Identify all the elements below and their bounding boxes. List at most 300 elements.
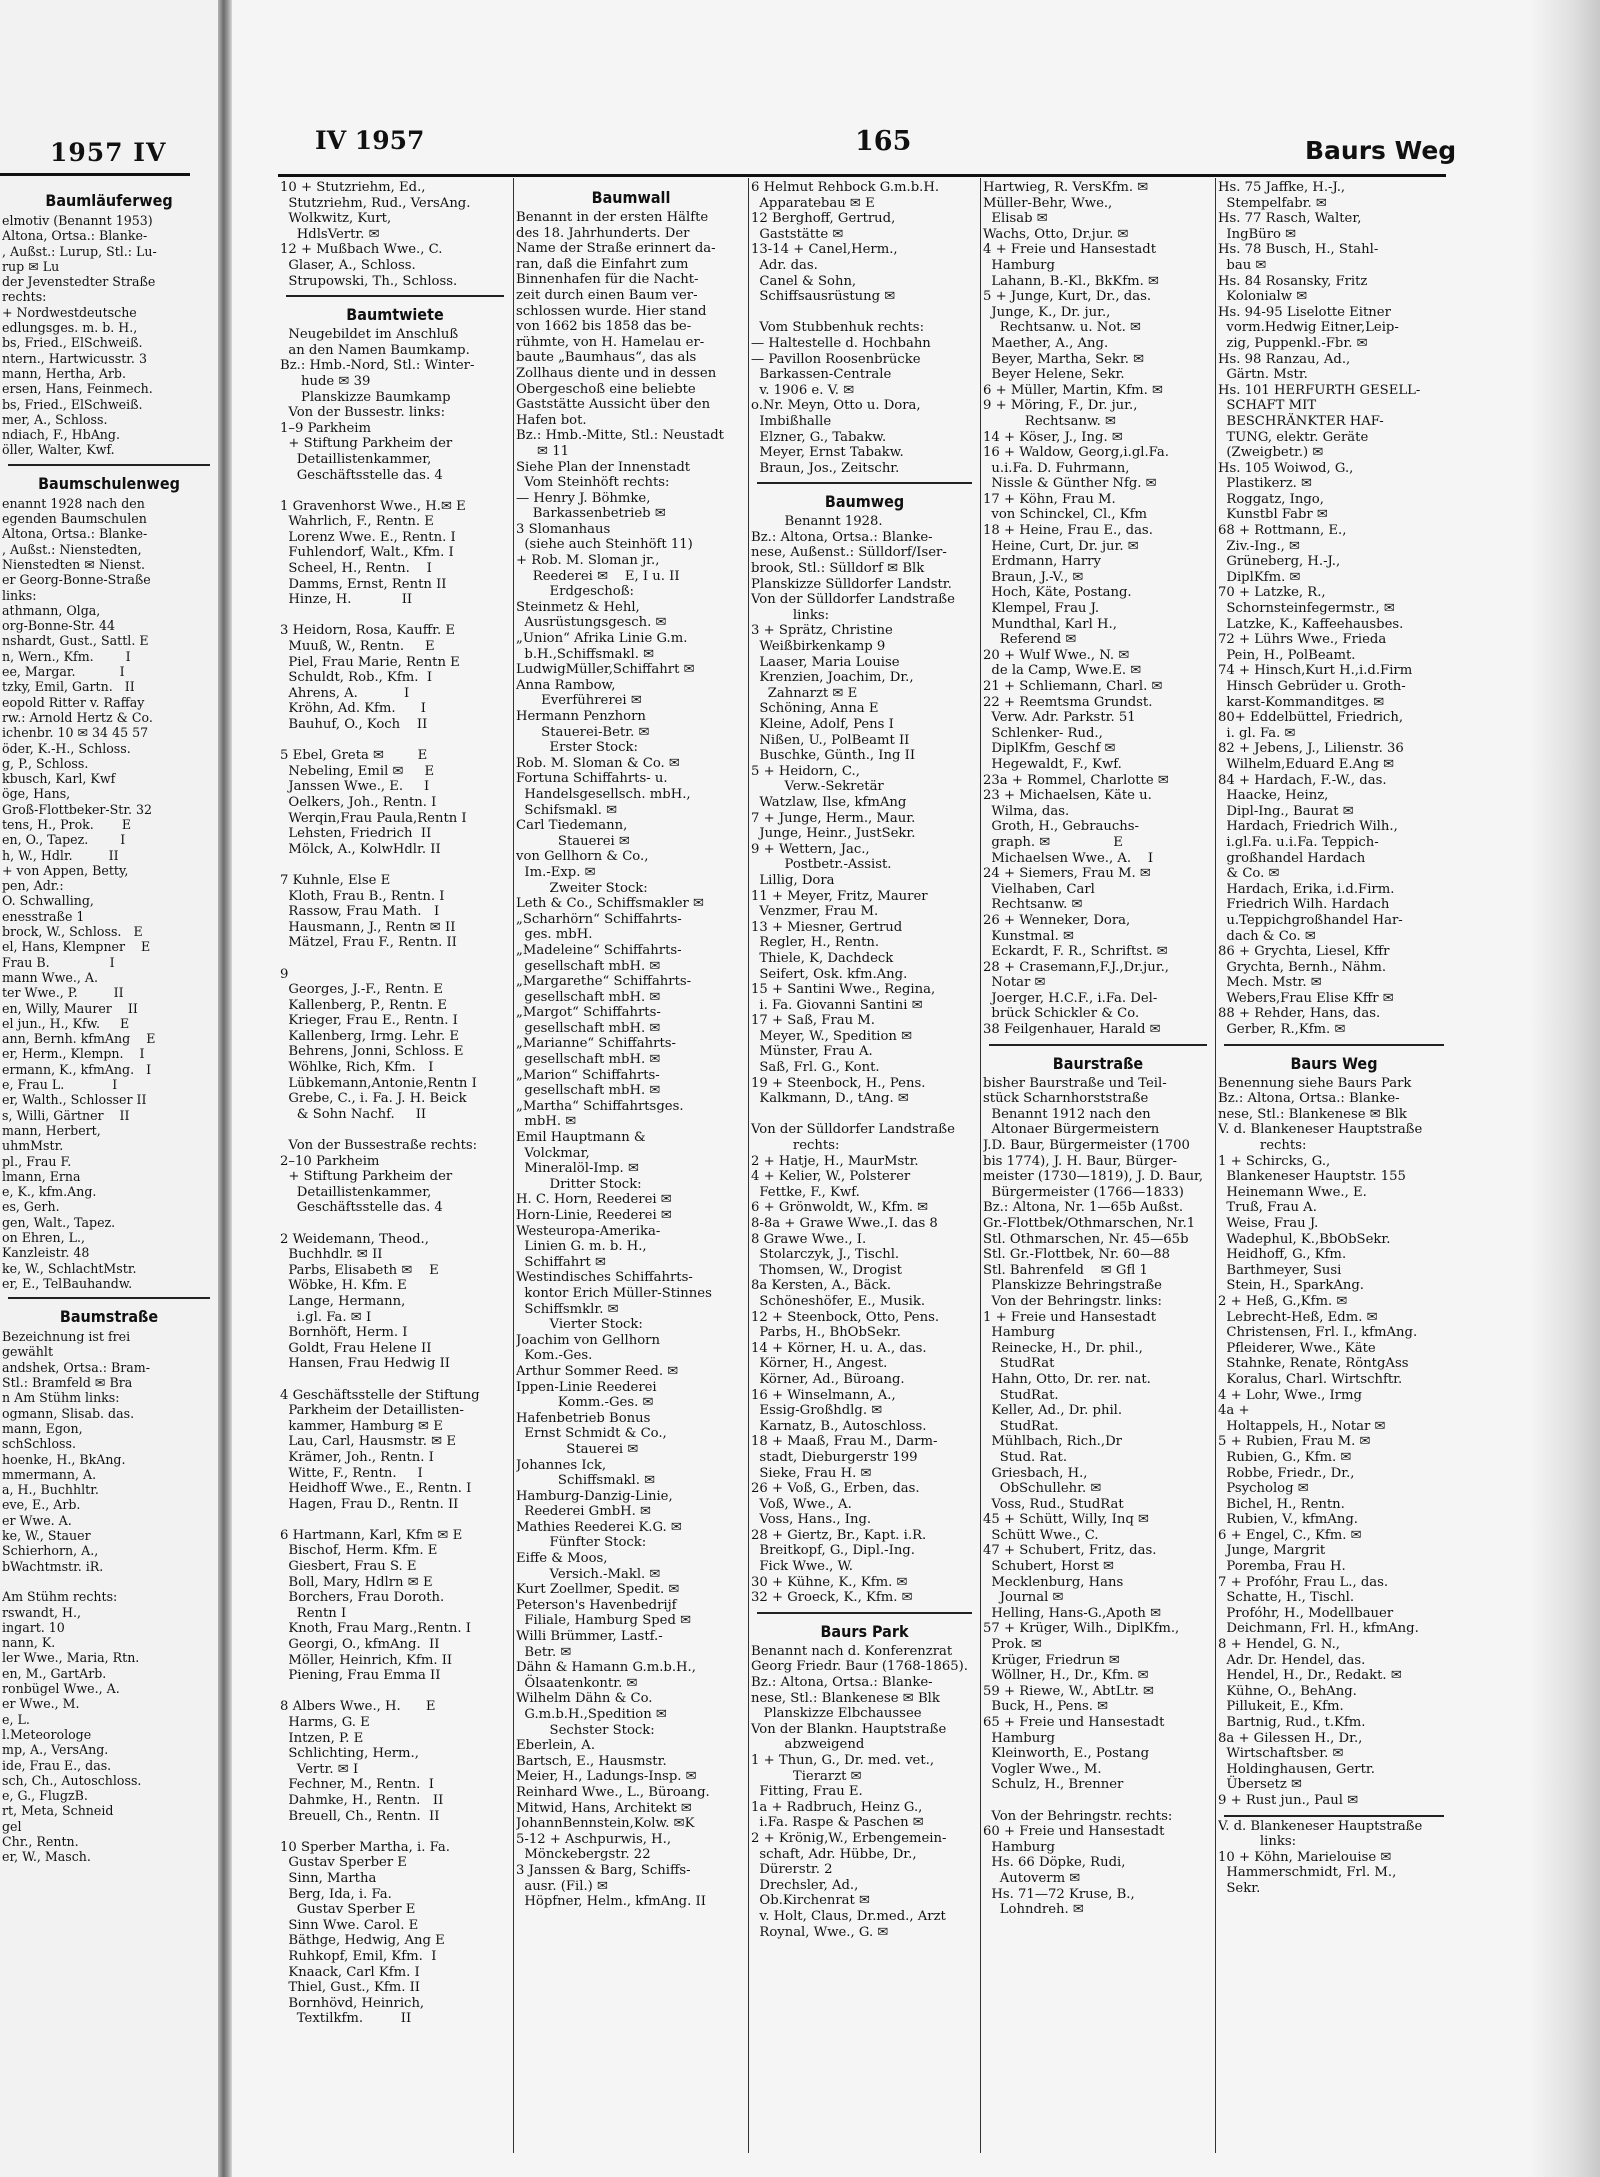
directory-entry-line: 19 + Steenbock, H., Pens. xyxy=(751,1075,926,1091)
directory-entry-line: Hafenbetrieb Bonus xyxy=(516,1410,651,1426)
left-page xyxy=(0,0,218,2177)
directory-entry-line: mp, A., VersAng. xyxy=(2,1742,109,1758)
directory-entry-line: Barkassen-Centrale xyxy=(751,367,892,383)
directory-entry-line: Schatte, H., Tischl. xyxy=(1218,1590,1355,1606)
directory-entry-line: Georges, J.-F., Rentn. E xyxy=(280,982,443,998)
directory-entry-line: — Pavillon Roosenbrücke xyxy=(751,351,921,367)
directory-entry-line: 5-12 + Aschpurwis, H., xyxy=(516,1831,672,1847)
directory-entry-line: Ahrens, A. I xyxy=(280,685,410,701)
directory-entry-line: Verw.-Sekretär xyxy=(751,779,884,795)
directory-entry-line xyxy=(983,1793,1213,1809)
directory-entry-line: gesellschaft mbH. ✉ xyxy=(516,1052,661,1068)
directory-entry-line: „Margot“ Schiffahrts- xyxy=(516,1005,661,1021)
directory-entry-line: Schöneshöfer, E., Musik. xyxy=(751,1293,926,1309)
directory-entry-line: Damms, Ernst, Rentn II xyxy=(280,576,447,592)
directory-entry-line: 9 + Rust jun., Paul ✉ xyxy=(1218,1792,1359,1808)
directory-entry-line: 1 + Freie und Hansestadt xyxy=(983,1309,1157,1325)
directory-entry-line: Groth, H., Gebrauchs- xyxy=(983,819,1139,835)
directory-entry-line: Neugebildet im Anschluß xyxy=(280,327,459,343)
directory-entry-line: Joerger, H.C.F., i.Fa. Del- xyxy=(983,990,1158,1006)
directory-entry-line: er, Herm., Klempn. I xyxy=(2,1046,145,1062)
directory-entry-line: mann Wwe., A. xyxy=(2,969,98,985)
directory-entry-line: 5 + Junge, Kurt, Dr., das. xyxy=(983,289,1152,305)
directory-entry-line: Betr. ✉ xyxy=(516,1644,572,1660)
directory-entry-line: Hs. 66 Döpke, Rudi, xyxy=(983,1855,1126,1871)
directory-entry-line: Nißen, U., PolBeamt II xyxy=(751,732,910,748)
directory-entry-line: Bornhövd, Heinrich, xyxy=(280,1995,425,2011)
directory-entry-line: V. d. Blankeneser Hauptstraße xyxy=(1218,1122,1423,1138)
directory-entry-line: 80+ Eddelbüttel, Friedrich, xyxy=(1218,710,1404,726)
column-divider xyxy=(513,178,514,2153)
street-heading: Baurs Park xyxy=(820,1621,909,1641)
directory-entry-line: 8a + Gilessen H., Dr., xyxy=(1218,1730,1363,1746)
directory-entry-line: Benennung siehe Baurs Park xyxy=(1218,1075,1412,1091)
directory-entry-line: rup ✉ Lu xyxy=(2,258,60,274)
directory-entry-line: & Sohn Nachf. II xyxy=(280,1106,427,1122)
directory-entry-line: Hegewaldt, F., Kwf. xyxy=(983,756,1122,772)
directory-entry-line: Mönckebergstr. 22 xyxy=(516,1847,651,1863)
directory-entry-line: rt, Meta, Schneid xyxy=(2,1803,114,1819)
directory-entry-line: bisher Baurstraße und Teil- xyxy=(983,1075,1167,1091)
directory-entry-line: Holtappels, H., Notar ✉ xyxy=(1218,1418,1386,1434)
directory-entry-line: 1 Gravenhorst Wwe., H.✉ E xyxy=(280,498,466,514)
directory-entry-line: Lillig, Dora xyxy=(751,872,835,888)
directory-entry-line: Hs. 98 Ranzau, Ad., xyxy=(1218,351,1351,367)
directory-entry-line: Heidhoff Wwe., E., Rentn. I xyxy=(280,1481,472,1497)
directory-entry-line: e, K., kfm.Ang. xyxy=(2,1184,97,1200)
directory-entry-line: Zollhaus diente und in dessen xyxy=(516,365,717,381)
directory-entry-line: Piel, Frau Marie, Rentn E xyxy=(280,654,460,670)
street-heading: Baurs Weg xyxy=(1290,1053,1378,1073)
directory-entry-line: öder, K.-H., Schloss. xyxy=(2,740,131,756)
directory-entry-line: Rubien, G., Kfm. ✉ xyxy=(1218,1449,1352,1465)
section-rule xyxy=(286,295,504,297)
directory-entry-line: Regler, H., Rentn. xyxy=(751,935,880,951)
directory-entry-line: ausr. (Fil.) ✉ xyxy=(516,1878,609,1894)
directory-entry-line: Erster Stock: xyxy=(516,740,638,756)
directory-entry-line: Kunstbl Fabr ✉ xyxy=(1218,507,1328,523)
directory-entry-line: Fuhlendorf, Walt., Kfm. I xyxy=(280,545,454,561)
directory-entry-line: graph. ✉ E xyxy=(983,834,1123,850)
directory-entry-line: Hs. 84 Rosansky, Fritz xyxy=(1218,273,1368,289)
directory-entry-line: 15 + Santini Wwe., Regina, xyxy=(751,982,936,998)
directory-entry-line: Piening, Frau Emma II xyxy=(280,1668,441,1684)
directory-entry-line: Meyer, W., Spedition ✉ xyxy=(751,1028,913,1044)
directory-entry-line: Stolarczyk, J., Tischl. xyxy=(751,1247,900,1263)
directory-entry-line: bis 1774), J. H. Baur, Bürger- xyxy=(983,1153,1178,1169)
directory-entry-line: links: xyxy=(2,587,37,603)
directory-entry-line: Klempel, Frau J. xyxy=(983,601,1100,617)
directory-entry-line: Körner, Ad., Büroang. xyxy=(751,1371,905,1387)
directory-entry-line: , Außst.: Nienstedten, xyxy=(2,541,142,557)
directory-entry-line: 6 + Grönwoldt, W., Kfm. ✉ xyxy=(751,1200,929,1216)
header-rule xyxy=(278,174,1446,177)
directory-entry-line: ronbügel Wwe., A. xyxy=(2,1681,120,1697)
directory-entry-line: gel xyxy=(2,1818,22,1834)
directory-entry-line: Vom Steinhöft rechts: xyxy=(516,475,670,491)
directory-entry-line: Rassow, Frau Math. I xyxy=(280,904,440,920)
directory-entry-line: Buck, H., Pens. ✉ xyxy=(983,1699,1109,1715)
directory-entry-line: Vertr. ✉ I xyxy=(280,1761,359,1777)
street-heading: Baumschulenweg xyxy=(38,473,180,493)
directory-entry-line: Bz.: Altona, Ortsa.: Blanke- xyxy=(1218,1091,1400,1107)
directory-entry-line: Planskizze Behringstraße xyxy=(983,1278,1162,1294)
directory-entry-line: Stein, H., SparkAng. xyxy=(1218,1278,1364,1294)
directory-column-2 xyxy=(516,180,746,2165)
directory-entry-line: „Union“ Afrika Linie G.m. xyxy=(516,631,688,647)
directory-entry-line: G.m.b.H.,Spedition ✉ xyxy=(516,1707,667,1722)
directory-entry-line: links: xyxy=(1218,1834,1297,1850)
directory-entry-line: Schiffahrt ✉ xyxy=(516,1254,607,1270)
directory-entry-line: Nebeling, Emil ✉ E xyxy=(280,763,435,779)
directory-entry-line: Karnatz, B., Autoschloss. xyxy=(751,1418,927,1434)
directory-entry-line: Friedrich Wilh. Hardach xyxy=(1218,897,1390,913)
directory-entry-line: mmermann, A. xyxy=(2,1466,97,1482)
directory-entry-line: bs, Fried., ElSchweiß. xyxy=(2,396,143,412)
directory-entry-line: Lohndreh. ✉ xyxy=(983,1902,1084,1918)
directory-entry-line: Thiele, K, Dachdeck xyxy=(751,950,894,966)
directory-entry-line: Hausmann, J., Rentn ✉ II xyxy=(280,919,456,935)
directory-entry-line: Wilhelm Dähn & Co. xyxy=(516,1691,653,1707)
directory-entry-line: Kurt Zoellmer, Spedit. ✉ xyxy=(516,1582,680,1598)
directory-entry-line: Saß, Frl. G., Kont. xyxy=(751,1060,880,1076)
left-page-header: 1957 IV xyxy=(50,138,167,167)
directory-entry-line: Pfleiderer, Wwe., Käte xyxy=(1218,1340,1376,1356)
directory-entry-line: des 18. Jahrhunderts. Der xyxy=(516,225,690,241)
directory-entry-line: b.H.,Schiffsmakl. ✉ xyxy=(516,646,655,662)
directory-entry-line: eopold Ritter v. Raffay xyxy=(2,694,145,710)
directory-entry-line: Horn-Linie, Reederei ✉ xyxy=(516,1208,672,1223)
directory-entry-line: i.Fa. Raspe & Paschen ✉ xyxy=(751,1815,924,1831)
directory-entry-line: Gaststätte Aussicht über den xyxy=(516,397,711,413)
directory-entry-line: baute „Baumhaus“, das als xyxy=(516,350,697,366)
directory-entry-line xyxy=(280,1122,510,1138)
directory-entry-line: Elisab ✉ xyxy=(983,211,1048,227)
directory-entry-line: Wadephul, K.,BbObSekr. xyxy=(1218,1231,1391,1247)
directory-entry-line: 17 + Köhn, Frau M. xyxy=(983,491,1116,507)
directory-entry-line: 16 + Winselmann, A., xyxy=(751,1387,896,1403)
directory-entry-line: hude ✉ 39 xyxy=(280,373,371,389)
running-head-street: Baurs Weg xyxy=(1305,136,1457,165)
directory-entry-line xyxy=(280,1684,510,1700)
directory-entry-line: Georgi, O., kfmAng. II xyxy=(280,1637,440,1653)
directory-entry-line: HdlsVertr. ✉ xyxy=(280,226,380,242)
directory-entry-line: Hammerschmidt, Frl. M., xyxy=(1218,1865,1397,1881)
directory-entry-line: StudRat xyxy=(983,1356,1055,1372)
directory-entry-line: Muuß, W., Rentn. E xyxy=(280,639,435,655)
directory-entry-line: Gr.-Flottbek/Othmarschen, Nr.1 xyxy=(983,1216,1196,1231)
directory-entry-line: 84 + Hardach, F.-W., das. xyxy=(1218,772,1387,788)
directory-entry-line: Körner, H., Angest. xyxy=(751,1356,888,1372)
directory-entry-line: TUNG, elektr. Geräte xyxy=(1218,429,1369,445)
directory-entry-line: 3 Janssen & Barg, Schiffs- xyxy=(516,1862,691,1878)
directory-entry-line: Kallenberg, P., Rentn. E xyxy=(280,997,448,1013)
directory-entry-line: 12 Berghoff, Gertrud, xyxy=(751,211,896,227)
directory-entry-line: Stl. Othmarschen, Nr. 45—65b xyxy=(983,1231,1189,1247)
directory-entry-line: Witte, F., Rentn. I xyxy=(280,1465,423,1481)
directory-entry-line: Dipl-Ing., Baurat ✉ xyxy=(1218,803,1354,819)
directory-entry-line: 4a + xyxy=(1218,1403,1250,1419)
directory-entry-line: 3 Heidorn, Rosa, Kauffr. E xyxy=(280,623,455,639)
directory-entry-line: „Marianne“ Schiffahrts- xyxy=(516,1036,676,1052)
directory-entry-line: pl., Frau F. xyxy=(2,1153,72,1169)
directory-entry-line: Vogler Wwe., M. xyxy=(983,1761,1102,1777)
directory-entry-line: Behrens, Jonni, Schloss. E xyxy=(280,1044,464,1060)
directory-entry-line: öller, Walter, Kwf. xyxy=(2,442,115,458)
directory-entry-line: Filiale, Hamburg Sped ✉ xyxy=(516,1613,692,1629)
directory-entry-line: Autoverm ✉ xyxy=(983,1870,1081,1886)
directory-entry-line: Übersetz ✉ xyxy=(1218,1777,1303,1793)
directory-entry-line: Willi Brümmer, Lastf.- xyxy=(516,1629,663,1645)
directory-entry-line: pen, Adr.: xyxy=(2,878,64,894)
directory-entry-line: Stauerei ✉ xyxy=(516,1441,639,1457)
directory-entry-line: gesellschaft mbH. ✉ xyxy=(516,958,661,974)
directory-entry-line: uhmMstr. xyxy=(2,1138,64,1154)
directory-entry-line: Hansen, Frau Hedwig II xyxy=(280,1356,450,1372)
directory-entry-line: Junge, Margrit xyxy=(1218,1543,1326,1559)
directory-entry-line: Vom Stubbenhuk rechts: xyxy=(751,320,925,336)
directory-entry-line: gesellschaft mbH. ✉ xyxy=(516,1083,661,1099)
directory-entry-line: Braun, Jos., Zeitschr. xyxy=(751,460,900,476)
directory-entry-line: gewählt xyxy=(2,1344,54,1360)
directory-entry-line: rswandt, H., xyxy=(2,1604,81,1620)
directory-entry-line: Von der Behringstr. links: xyxy=(983,1293,1162,1309)
directory-entry-line: ann, Bernh. kfmAng E xyxy=(2,1031,156,1047)
directory-entry-line: Bz.: Hmb.-Nord, Stl.: Winter- xyxy=(280,358,475,374)
directory-entry-line: n Am Stühm links: xyxy=(2,1390,120,1406)
directory-entry-line: Journal ✉ xyxy=(983,1590,1064,1606)
directory-entry-line: vorm.Hedwig Eitner,Leip- xyxy=(1218,320,1399,336)
directory-entry-line: 2–10 Parkheim xyxy=(280,1153,380,1169)
directory-entry-line: ermann, K., kfmAng. I xyxy=(2,1061,152,1077)
directory-entry-line: Mölck, A., KolwHdlr. II xyxy=(280,841,441,857)
directory-entry-line: Krüger, Friedrun ✉ xyxy=(983,1652,1120,1668)
directory-entry-line: Johannes Ick, xyxy=(516,1457,607,1473)
directory-entry-line: Schöning, Anna E xyxy=(751,701,879,717)
directory-entry-line: Buchhdlr. ✉ II xyxy=(280,1247,383,1263)
directory-entry-line: Bz.: Altona, Ortsa.: Blanke- xyxy=(751,1675,933,1691)
directory-entry-line: 8-8a + Grawe Wwe.,I. das 8 xyxy=(751,1216,938,1231)
page-number: 165 xyxy=(855,126,912,157)
section-rule xyxy=(8,464,210,466)
directory-entry-line: Arthur Sommer Reed. ✉ xyxy=(516,1363,679,1379)
directory-entry-line: 9 + Möring, F., Dr. jur., xyxy=(983,398,1138,414)
directory-entry-line: ntern., Hartwicusstr. 3 xyxy=(2,350,147,366)
directory-entry-line: Lehsten, Friedrich II xyxy=(280,826,432,842)
directory-entry-line: 11 + Meyer, Fritz, Maurer xyxy=(751,888,928,904)
directory-entry-line: Dähn & Hamann G.m.b.H., xyxy=(516,1660,696,1676)
directory-entry-line: schSchloss. xyxy=(2,1436,76,1452)
directory-entry-line: bWachtmstr. iR. xyxy=(2,1558,104,1574)
directory-entry-line: el jun., H., Kfw. E xyxy=(2,1015,130,1031)
directory-entry-line: Kühne, O., BehAng. xyxy=(1218,1683,1357,1699)
directory-entry-line: Krieger, Frau E., Rentn. I xyxy=(280,1013,458,1029)
directory-entry-line: Am Stühm rechts: xyxy=(2,1589,118,1605)
directory-entry-line: 88 + Rehder, Hans, das. xyxy=(1218,1006,1381,1022)
column-divider xyxy=(1215,178,1216,2153)
directory-entry-line: Meyer, Ernst Tabakw. xyxy=(751,445,904,461)
directory-entry-line: Komm.-Ges. ✉ xyxy=(516,1395,654,1411)
directory-entry-line: 2 + Heß, G.,Kfm. ✉ xyxy=(1218,1293,1348,1309)
directory-entry-line: öge, Hans, xyxy=(2,786,71,802)
directory-entry-line: StudRat. xyxy=(983,1387,1059,1403)
directory-entry-line: Lebrecht-Heß, Edm. ✉ xyxy=(1218,1309,1378,1325)
directory-entry-line: 2 Weidemann, Theod., xyxy=(280,1231,429,1247)
directory-entry-line: Hs. 94-95 Liselotte Eitner xyxy=(1218,304,1391,320)
directory-entry-line: Goldt, Frau Helene II xyxy=(280,1340,432,1356)
directory-entry-line: DiplKfm. ✉ xyxy=(1218,569,1301,585)
directory-entry-line: Roggatz, Ingo, xyxy=(1218,491,1324,507)
directory-entry-line: kammer, Hamburg ✉ E xyxy=(280,1418,443,1434)
directory-entry-line: Kleinworth, E., Postang xyxy=(983,1746,1150,1762)
directory-entry-line: 26 + Voß, G., Erben, das. xyxy=(751,1481,920,1497)
directory-entry-line: 68 + Rottmann, E., xyxy=(1218,523,1347,539)
directory-entry-line: Detaillistenkammer, xyxy=(280,1184,432,1200)
directory-entry-line: nshardt, Gust., Sattl. E xyxy=(2,633,149,649)
directory-entry-line: Bichel, H., Rentn. xyxy=(1218,1496,1345,1512)
directory-entry-line: Kanzleistr. 48 xyxy=(2,1245,90,1261)
directory-entry-line: karst-Kommanditges. ✉ xyxy=(1218,694,1385,710)
directory-entry-line: Hartwieg, R. VersKfm. ✉ xyxy=(983,180,1149,195)
directory-entry-line: Mundthal, Karl H., xyxy=(983,616,1117,632)
street-heading: Baumtwiete xyxy=(346,305,444,325)
directory-entry-line: Geschäftsstelle das. 4 xyxy=(280,467,443,483)
directory-entry-line: Rubien, V., kfmAng. xyxy=(1218,1512,1358,1528)
directory-entry-line: 1–9 Parkheim xyxy=(280,420,372,436)
directory-entry-line: Psycholog ✉ xyxy=(1218,1481,1309,1497)
directory-entry-line: Fick Wwe., W. xyxy=(751,1559,853,1575)
directory-entry-line: elmotiv (Benannt 1953) xyxy=(2,213,153,228)
directory-entry-line: Tierarzt ✉ xyxy=(751,1768,862,1784)
directory-entry-line: mann, Egon, xyxy=(2,1420,83,1436)
directory-entry-line: i. gl. Fa. ✉ xyxy=(1218,725,1296,741)
directory-entry-line: Koralus, Charl. Wirtschftr. xyxy=(1218,1371,1403,1387)
directory-entry-line: Knoth, Frau Marg.,Rentn. I xyxy=(280,1621,471,1637)
directory-entry-line: Kleine, Adolf, Pens I xyxy=(751,717,894,732)
directory-entry-line: Robbe, Friedr., Dr., xyxy=(1218,1465,1355,1481)
directory-entry-line: Weise, Frau J. xyxy=(1218,1216,1319,1231)
directory-entry-line: Mätzel, Frau F., Rentn. II xyxy=(280,935,457,951)
directory-entry-line: hoenke, H., BkAng. xyxy=(2,1451,126,1467)
directory-entry-line: Hs. 77 Rasch, Walter, xyxy=(1218,211,1362,227)
directory-entry-line: lmann, Erna xyxy=(2,1168,81,1184)
directory-entry-line: Rob. M. Sloman & Co. ✉ xyxy=(516,755,680,771)
directory-entry-line: meister (1730—1819), J. D. Baur, xyxy=(983,1169,1204,1185)
directory-entry-line: i.gl. Fa. ✉ I xyxy=(280,1309,372,1325)
directory-entry-line: „Margarethe“ Schiffahrts- xyxy=(516,974,692,990)
directory-entry-line: 8 Albers Wwe., H. E xyxy=(280,1699,436,1715)
directory-entry-line: Sieke, Frau H. ✉ xyxy=(751,1465,872,1481)
directory-entry-line: Bezeichnung ist frei xyxy=(2,1329,131,1345)
directory-entry-line: Drechsler, Ad., xyxy=(751,1877,859,1893)
directory-entry-line: 2 + Krönig,W., Erbengemein- xyxy=(751,1830,947,1846)
directory-entry-line: brook, Stl.: Sülldorf ✉ Blk xyxy=(751,561,925,577)
directory-entry-line: Holdinghausen, Gertr. xyxy=(1218,1761,1375,1777)
directory-entry-line: Planskizze Elbchaussee xyxy=(751,1706,922,1722)
directory-entry-line: o.Nr. Meyn, Otto u. Dora, xyxy=(751,398,921,414)
directory-entry-line: Hinsch Gebrüder u. Groth- xyxy=(1218,679,1406,694)
directory-entry-line: Gerber, R.,Kfm. ✉ xyxy=(1218,1022,1346,1038)
directory-entry-line: Rechtsanw. ✉ xyxy=(983,897,1083,913)
directory-entry-line: 8a Kersten, A., Bäck. xyxy=(751,1278,892,1294)
directory-entry-line: Canel & Sohn, xyxy=(751,273,857,289)
directory-entry-line: Hamburg xyxy=(983,257,1055,273)
directory-entry-line: Kunstmal. ✉ xyxy=(983,928,1075,944)
directory-entry-line: Schiffsmklr. ✉ xyxy=(516,1301,619,1317)
directory-entry-line: g, P., Schloss. xyxy=(2,755,89,771)
directory-entry-line: Blankeneser Hauptstr. 155 xyxy=(1218,1169,1406,1185)
directory-entry-line: a, H., Buchhltr. xyxy=(2,1482,99,1498)
directory-entry-line: Barthmeyer, Susi xyxy=(1218,1262,1342,1278)
directory-entry-line: Hs. 105 Woiwod, G., xyxy=(1218,460,1354,476)
directory-entry-line: kbusch, Karl, Kwf xyxy=(2,771,116,787)
directory-entry-line: 14 + Körner, H. u. A., das. xyxy=(751,1340,927,1356)
directory-entry-line: rw.: Arnold Hertz & Co. xyxy=(2,709,153,725)
directory-entry-line: BESCHRÄNKTER HAF- xyxy=(1218,413,1384,429)
directory-entry-line: Groß-Flottbeker-Str. 32 xyxy=(2,801,153,817)
directory-entry-line: Hendel, H., Dr., Redakt. ✉ xyxy=(1218,1668,1402,1684)
directory-entry-line: Truß, Frau A. xyxy=(1218,1200,1317,1216)
directory-entry-line: edlungsges. m. b. H., xyxy=(2,320,138,336)
directory-entry-line: von Schinckel, Cl., Kfm xyxy=(983,507,1147,523)
directory-entry-line: ran, daß die Einfahrt zum xyxy=(516,256,689,272)
directory-entry-line: 8 Grawe Wwe., I. xyxy=(751,1231,867,1247)
directory-entry-line: Altonaer Bürgermeistern xyxy=(983,1122,1160,1138)
directory-entry-line: v. 1906 e. V. ✉ xyxy=(751,382,855,398)
directory-entry-line: schaft, Adr. Hübbe, Dr., xyxy=(751,1846,917,1862)
directory-entry-line: enannt 1928 nach den xyxy=(2,495,145,511)
directory-entry-line: „Madeleine“ Schiffahrts- xyxy=(516,942,682,958)
directory-entry-line: StudRat. xyxy=(983,1418,1059,1434)
directory-entry-line: 20 + Wulf Wwe., N. ✉ xyxy=(983,647,1130,663)
left-header-rule xyxy=(0,173,190,176)
directory-entry-line: Bz.: Hmb.-Mitte, Stl.: Neustadt xyxy=(516,428,724,444)
section-rule xyxy=(757,1612,972,1614)
directory-entry-line: Mitwid, Hans, Architekt ✉ xyxy=(516,1800,692,1816)
directory-entry-line: enesstraße 1 xyxy=(2,908,85,924)
directory-entry-line: Fitting, Frau E. xyxy=(751,1784,863,1800)
directory-entry-line: e, Frau L. I xyxy=(2,1077,118,1093)
directory-entry-line: Schütt Wwe., C. xyxy=(983,1527,1099,1543)
directory-entry-line: Wöllner, H., Dr., Kfm. ✉ xyxy=(983,1668,1149,1684)
directory-entry-line: Hardach, Friedrich Wilh., xyxy=(1218,819,1398,835)
directory-entry-line: er Wwe. A. xyxy=(2,1512,72,1528)
directory-entry-line: Sechster Stock: xyxy=(516,1722,655,1738)
directory-entry-line: nese, Stl.: Blankenese ✉ Blk xyxy=(751,1690,940,1706)
directory-entry-line: 4 + Kelier, W., Polsterer xyxy=(751,1169,911,1185)
directory-entry-line: Schornsteinfegermstr., ✉ xyxy=(1218,601,1395,617)
directory-entry-line: Name der Straße erinnert da- xyxy=(516,241,716,257)
directory-entry-line: Von der Sülldorfer Landstraße xyxy=(751,592,955,608)
directory-entry-line: schlossen wurde. Hier stand xyxy=(516,303,707,319)
directory-entry-line: 18 + Heine, Frau E., das. xyxy=(983,523,1153,539)
directory-entry-line: Stutzriehm, Rud., VersAng. xyxy=(280,195,471,211)
directory-entry-line: Versich.-Makl. ✉ xyxy=(516,1566,661,1582)
directory-entry-line: Frau B. I xyxy=(2,954,115,970)
directory-entry-line: Stl. Bahrenfeld ✉ Gfl 1 xyxy=(983,1262,1148,1278)
directory-entry-line: Krämer, Joh., Rentn. I xyxy=(280,1449,434,1465)
directory-entry-line: Dürerstr. 2 xyxy=(751,1862,833,1878)
directory-entry-line: nese, Stl.: Blankenese ✉ Blk xyxy=(1218,1106,1407,1122)
street-heading: Baumweg xyxy=(824,492,905,512)
right-page-header-volume: IV 1957 xyxy=(315,126,425,155)
directory-entry-line: Fechner, M., Rentn. I xyxy=(280,1777,434,1793)
directory-entry-line: Kom.-Ges. xyxy=(516,1348,593,1364)
directory-entry-line: 22 + Reemtsma Grundst. xyxy=(983,694,1153,710)
directory-entry-line: Vierter Stock: xyxy=(516,1317,643,1333)
street-heading: Baumläuferweg xyxy=(45,191,173,210)
directory-entry-line: Hoch, Käte, Postang. xyxy=(983,585,1132,601)
